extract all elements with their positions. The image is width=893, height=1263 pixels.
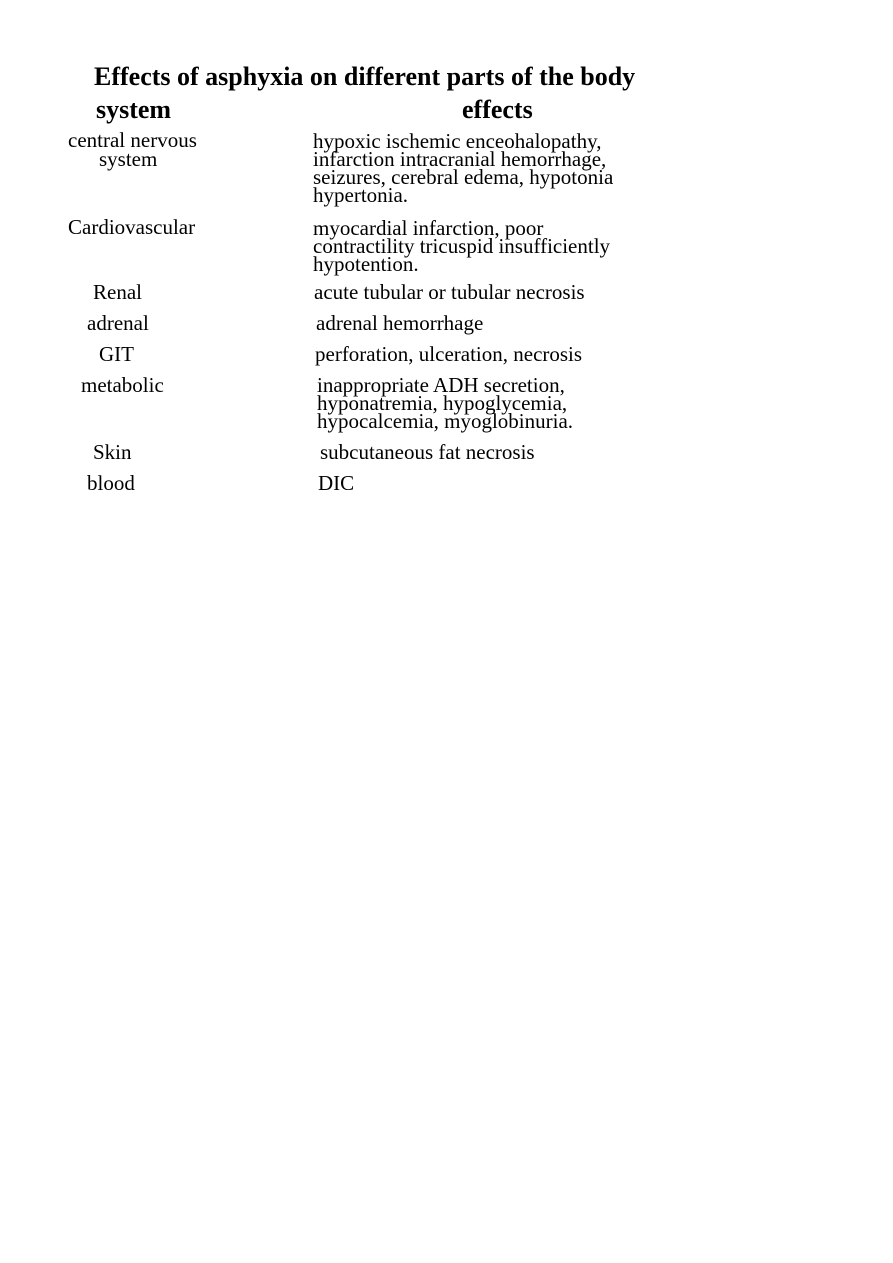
effects-cell-central-nervous [313,129,614,207]
effects-cell-cardiovascular [313,216,611,276]
effect-line: hypocalcemia, myoglobinuria. [317,409,574,433]
effects-cell-git [315,343,582,365]
effect-line: subcutaneous fat necrosis [320,440,535,464]
system-label-line: Cardiovascular [68,215,196,239]
system-label-line: Skin [93,440,132,464]
column-header-system: system [96,95,172,124]
page-title: Effects of asphyxia on different parts of the body [94,62,636,91]
effect-line: hypoxic ischemic enceohalopathy, [313,129,602,153]
system-label-line: adrenal [87,311,149,335]
system-cell-blood [87,472,135,494]
effects-cell-renal [314,281,585,303]
effect-line: seizures, cerebral edema, hypotonia [313,165,614,189]
effect-line: hyponatremia, hypoglycemia, [317,391,568,415]
effects-cell-blood [318,472,354,494]
effects-cell-skin [320,441,535,463]
system-label-line: central nervous [68,128,197,152]
effect-line: myocardial infarction, poor [313,216,544,240]
system-cell-skin [93,441,132,463]
effects-cell-adrenal [316,312,483,334]
system-cell-central-nervous [68,128,197,171]
system-cell-cardiovascular [68,215,196,239]
system-cell-renal [93,281,142,303]
column-header-effects: effects [462,95,533,124]
system-label-line: metabolic [81,373,164,397]
effect-line: infarction intracranial hemorrhage, [313,147,607,171]
system-cell-metabolic [81,374,164,396]
effect-line: acute tubular or tubular necrosis [314,280,585,304]
effect-line: DIC [318,471,355,495]
system-cell-git [99,343,134,365]
effect-line: adrenal hemorrhage [316,311,484,335]
effect-line: perforation, ulceration, necrosis [315,342,583,366]
system-label-line: system [99,147,158,171]
effect-line: hypotention. [313,252,419,276]
system-label-line: GIT [99,342,134,366]
effect-line: inappropriate ADH secretion, [317,373,565,397]
system-label-line: Renal [93,280,142,304]
effect-line: contractility tricuspid insufficiently [313,234,611,258]
effects-cell-metabolic [317,373,574,433]
system-label-line: blood [87,471,135,495]
effect-line: hypertonia. [313,183,409,207]
system-cell-adrenal [87,312,149,334]
